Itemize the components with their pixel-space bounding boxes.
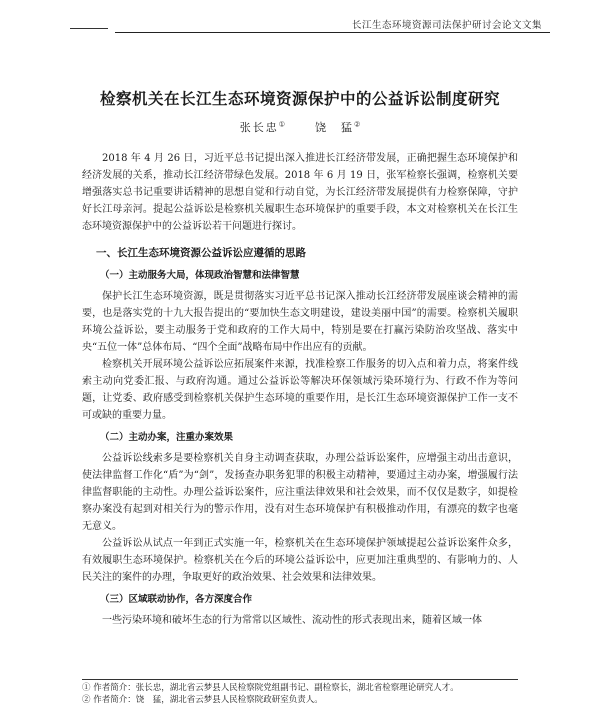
section-1-2-heading: （二）主动办案，注重办案效果 — [100, 432, 234, 443]
paper-title: 检察机关在长江生态环境资源保护中的公益诉讼制度研究 — [99, 90, 500, 108]
section-1-2-paragraph-1: 公益诉讼线索多是要检察机关自身主动调查获取，办理公益诉讼案件，应增强主动出击意识，使法律监督工作化“盾”为“剑”，发扬查办职务犯罪的积极主动精神，要通过主动办案，增强履行法律监督职能的主动性。办理公益诉讼案件，应注重法律效果和社会效果，而不仅仅是数字，如提检察办案没有起到对相关行为的警示作用，没有对生态环境保护有积极推动作用，有漂亮的数字也毫无意义。 — [82, 453, 518, 532]
footnote-rule — [82, 679, 518, 680]
section-1-1-paragraph-2: 检察机关开展环境公益诉讼应拓展案件来源，找准检察工作服务的切入点和着力点，将案件线索主动向党委汇报、与政府沟通。通过公益诉讼等解决环保领域污染环境行为、行政不作为等问题，让党委、政府感受到检察机关保护生态环境的重要作用，是长江生态环境资源保护工作一支不可或缺的重要力量。 — [82, 359, 518, 421]
header-left-rule — [70, 28, 108, 29]
author-mark-1: ① — [278, 120, 285, 129]
section-1-heading: 一、长江生态环境资源公益诉讼应遵循的思路 — [96, 247, 306, 259]
running-header — [0, 0, 600, 38]
author-name-2: 饶 猛 — [315, 121, 354, 134]
article-body — [82, 150, 518, 629]
header-rule — [115, 32, 550, 33]
section-1-1-heading: （一）主动服务大局，体现政治智慧和法律智慧 — [100, 270, 300, 281]
footnote-1: ① 作者简介：张长忠，湖北省云梦县人民检察院党组副书记、副检察长，湖北省检察理论研究人才。 — [82, 683, 459, 693]
intro-paragraph: 2018 年 4 月 26 日，习近平总书记提出深入推进长江经济带发展，正确把握生态环境保护和经济发展的关系，推动长江经济带绿色发展。2018 年 6 月 19 日，张军检察长强调，检察机关要增强落实总书记重要讲话精神的思想自觉和行动自觉，为长江经济带发展提供有力检察保障，守护好长江母亲河。提起公益诉讼是检察机关履职生态环境保护的重要手段，本文对检察机关在长江生态环境资源保护中的公益诉讼若干问题进行探讨。 — [82, 153, 518, 232]
author-line — [0, 119, 600, 135]
author-name-1: 张长忠 — [239, 121, 279, 134]
author-mark-2: ② — [354, 120, 361, 129]
section-1-3-paragraph-1: 一些污染环境和破坏生态的行为常常以区域性、流动性的形式表现出来，随着区域一体 — [102, 615, 482, 626]
running-header-title: 长江生态环境资源司法保护研讨会论文文集 — [351, 20, 542, 31]
section-1-3-heading: （三）区域联动协作，各方深度合作 — [100, 594, 253, 605]
footnote-2: ② 作者简介：饶 猛，湖北省云梦县人民检察院政研室负责人。 — [82, 695, 323, 705]
section-1-2-paragraph-2: 公益诉讼从试点一年到正式实施一年，检察机关在生态环境保护领域提起公益诉讼案件众多，有效履职生态环境保护。检察机关在今后的环境公益诉讼中，应更加注重典型的、有影响力的、人民关注的案件的办理，争取更好的政治效果、社会效果和法律效果。 — [82, 538, 518, 583]
section-1-1-paragraph-1: 保护长江生态环境资源，既是贯彻落实习近平总书记深入推动长江经济带发展座谈会精神的需要，也是落实党的十九大报告提出的“要加快生态文明建设，建设美丽中国”的需要。检察机关履职环境公益诉讼，要主动服务于党和政府的工作大局中，特别是要在打赢污染防治攻坚战、落实中央“五位一体”总体布局、“四个全面”战略布局中作出应有的贡献。 — [82, 291, 518, 353]
footnotes — [82, 682, 518, 706]
